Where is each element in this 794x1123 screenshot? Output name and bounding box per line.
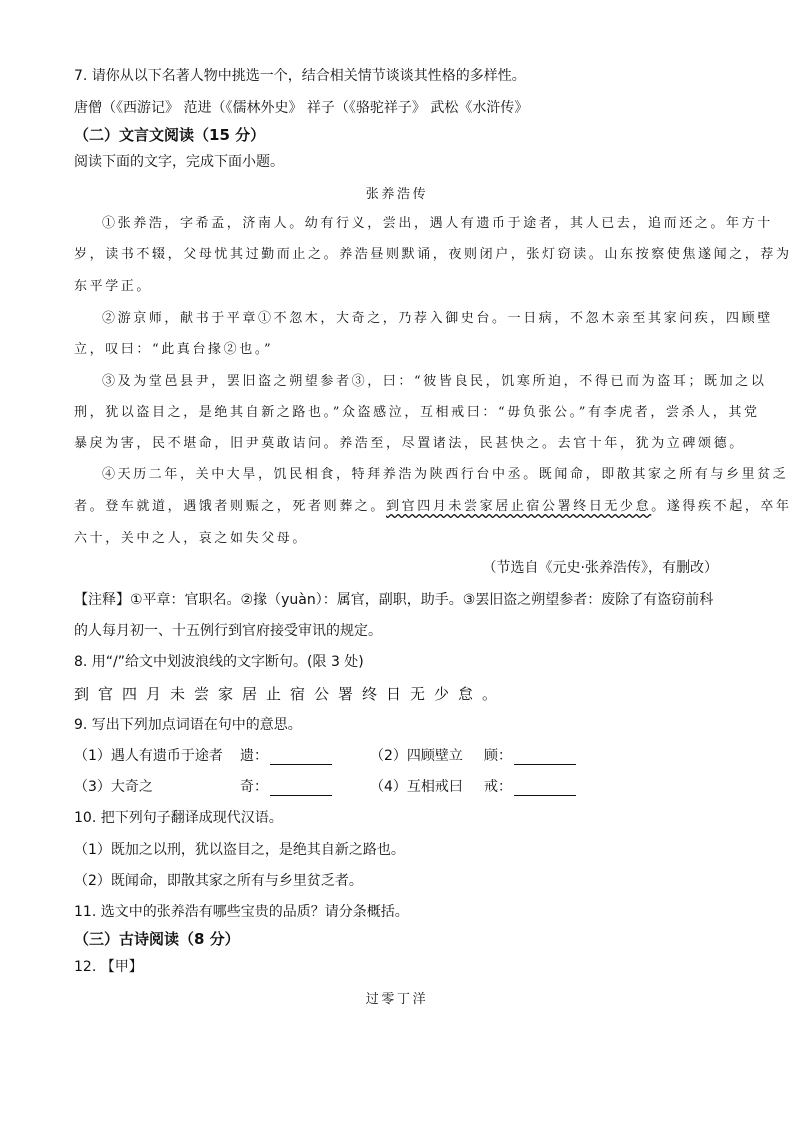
q9-item-4-sentence: （4）互相戒曰 <box>370 779 463 795</box>
paragraph-1-line-1: ①张养浩，字希孟，济南人。幼有行义，尝出，遇人有遗币于途者，其人已去，追而还之。年方十 <box>102 216 773 231</box>
annotation-line-2: 的人每月初一、十五例行到官府接受审讯的规定。 <box>74 623 382 639</box>
q8-prompt: 8. 用“/”给文中划波浪线的文字断句。(限 3 处) <box>74 654 364 670</box>
poem-title: 过零丁洋 <box>365 992 429 1007</box>
answer-blank[interactable] <box>270 750 332 765</box>
q11-prompt: 11. 选文中的张养浩有哪些宝贵的品质？请分条概括。 <box>74 904 409 920</box>
paragraph-1-line-2: 岁，读书不辍，父母忧其过勤而止之。养浩昼则默诵，夜则闭户，张灯窃读。山东按察使焦遂闻之，荐为 <box>74 247 792 262</box>
q9-prompt: 9. 写出下列加点词语在句中的意思。 <box>74 717 302 733</box>
q9-item-4 <box>370 778 463 796</box>
q10-prompt: 10. 把下列句子翻译成现代汉语。 <box>74 810 283 826</box>
paragraph-3-line-1: ③及为堂邑县尹，罢旧盗之朔望参者③，曰：“彼皆良民，饥寒所迫，不得已而为盗耳；既加之以 <box>102 374 767 389</box>
q9-item-4-answer <box>484 778 576 796</box>
q9-item-2-sentence: （2）四顾壁立 <box>370 748 463 764</box>
q12-label: 12. 【甲】 <box>74 959 143 975</box>
paragraph-4-post: 。遂得疾不起，卒年 <box>651 499 792 514</box>
instruction: 阅读下面的文字，完成下面小题。 <box>74 154 284 170</box>
paragraph-2-line-1: ②游京师，献书于平章①不忽木，大奇之，乃荐入御史台。一日病，不忽木亲至其家问疾，四顾壁 <box>102 311 773 326</box>
annotation-line-1: 【注释】①平章：官职名。②掾（yuàn）：属官，副职，助手。③罢旧盗之朔望参者：废除了有盗窃前科 <box>74 592 714 608</box>
q9-item-4-word: 戒： <box>484 779 512 795</box>
answer-blank[interactable] <box>514 750 576 765</box>
q7-options: 唐僧（《西游记》 范进（《儒林外史》 祥子（《骆驼祥子》 武松《水浒传》 <box>74 100 529 116</box>
q9-item-3-answer <box>240 778 332 796</box>
paragraph-2-line-2: 立，叹曰：“此真台掾②也。” <box>74 342 274 357</box>
q9-item-1-word: 遗： <box>240 748 268 764</box>
wavy-underlined-text: 到官四月未尝家居止宿公署终日无少怠 <box>386 499 652 514</box>
q10-item-1: （1）既加之以刑，犹以盗目之，是绝其自新之路也。 <box>74 842 405 858</box>
q10-item-2: （2）既闻命，即散其家之所有与乡里贫乏者。 <box>74 873 363 889</box>
q9-item-2 <box>370 747 463 765</box>
paragraph-3-line-3: 暴戾为害，民不堪命，旧尹莫敢诘问。养浩至，尽置诸法，民甚快之。去官十年，犹为立碑颂德。 <box>74 436 745 451</box>
q9-item-1-sentence: （1）遇人有遗币于途者 <box>74 748 223 764</box>
paragraph-4-line-3: 六十，关中之人，哀之如失父母。 <box>74 531 309 546</box>
q9-item-1-answer <box>240 747 332 765</box>
q9-item-3-sentence: （3）大奇之 <box>74 779 153 795</box>
answer-blank[interactable] <box>514 781 576 796</box>
paragraph-4-line-2 <box>74 498 792 516</box>
q9-item-2-word: 顾： <box>484 748 512 764</box>
q9-item-1 <box>74 747 223 765</box>
paragraph-4-pre: 者。登车就道，遇饿者则赈之，死者则葬之。 <box>74 499 387 514</box>
paragraph-1-line-3: 东平学正。 <box>74 279 153 294</box>
section3-title: （三）古诗阅读（8 分） <box>74 930 240 948</box>
answer-blank[interactable] <box>270 781 332 796</box>
q9-item-3 <box>74 778 153 796</box>
paragraph-3-line-2: 刑，犹以盗目之，是绝其自新之路也。”众盗感泣，互相戒曰：“毋负张公。”有李虎者，尝杀人，其党 <box>74 405 760 420</box>
paragraph-4-line-1: ④天历二年，关中大旱，饥民相食，特拜养浩为陕西行台中丞。既闻命，即散其家之所有与乡里贫乏 <box>102 467 789 482</box>
q7-prompt: 7. 请你从以下名著人物中挑选一个，结合相关情节谈谈其性格的多样性。 <box>74 68 526 84</box>
q8-text: 到官四月未尝家居止宿公署终日无少怠。 <box>74 685 507 703</box>
section-title: （二）文言文阅读（15 分） <box>74 126 266 144</box>
q9-item-3-word: 奇： <box>240 779 268 795</box>
passage-title: 张养浩传 <box>365 187 429 202</box>
q9-item-2-answer <box>484 747 576 765</box>
source-note: （节选自《元史·张养浩传》，有删改） <box>482 560 718 576</box>
